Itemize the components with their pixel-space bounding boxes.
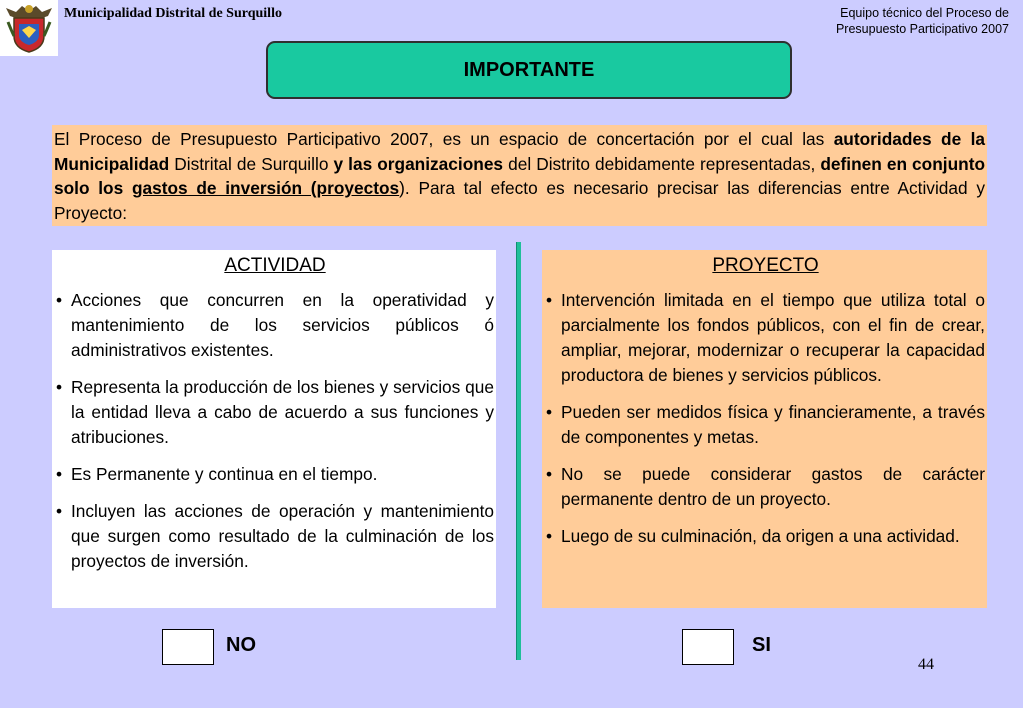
- intro-bold-2: y las organizaciones: [333, 153, 504, 174]
- actividad-answer-label: NO: [226, 634, 256, 656]
- intro-text-4: ).: [399, 178, 410, 198]
- organization-name: Municipalidad Distrital de Surquillo: [64, 6, 282, 21]
- proyecto-panel: [542, 250, 987, 608]
- team-caption: [836, 5, 1009, 37]
- list-item: • Luego de su culminación, da origen a una actividad.: [546, 524, 985, 549]
- coat-of-arms-icon: [4, 2, 54, 54]
- proyecto-answer-box[interactable]: [682, 629, 734, 665]
- page-number: 44: [918, 656, 934, 673]
- actividad-answer-box[interactable]: [162, 629, 214, 665]
- intro-bold-underlined: gastos de inversión (proyectos: [131, 178, 400, 198]
- actividad-list: [56, 288, 494, 574]
- list-item: • Incluyen las acciones de operación y mantenimiento que surgen como resultado de la culminación de los proyectos de inversión.: [56, 499, 494, 574]
- list-item: • Acciones que concurren en la operatividad y mantenimiento de los servicios públicos ó administrativos existentes.: [56, 288, 494, 363]
- proyecto-heading: PROYECTO: [712, 255, 819, 276]
- intro-text-5: Para tal efecto es necesario precisar las diferencias entre Actividad y Proyecto:: [54, 178, 985, 223]
- actividad-panel: [52, 250, 496, 608]
- intro-text-1: El Proceso de Presupuesto Participativo 2007, es un espacio de concertación por el cual las: [54, 129, 834, 149]
- intro-bold-3: definen en conjunto solo los: [54, 153, 986, 198]
- municipal-logo: [0, 0, 58, 56]
- vertical-divider: [516, 242, 521, 660]
- list-item: • Intervención limitada en el tiempo que utiliza total o parcialmente los fondos públicos, con el fin de crear, ampliar, mejorar, modernizar o recuperar la capacidad productora de bienes y servicios públicos.: [546, 288, 985, 388]
- proyecto-list: [546, 288, 985, 549]
- intro-bold-1: autoridades de la Municipalidad: [54, 129, 985, 174]
- team-line-2: Presupuesto Participativo 2007: [835, 22, 1009, 36]
- intro-text-3: del Distrito debidamente representadas,: [503, 153, 821, 174]
- actividad-heading: ACTIVIDAD: [224, 255, 326, 276]
- list-item: • Representa la producción de los bienes y servicios que la entidad lleva a cabo de acuerdo a sus funciones y atribuciones.: [56, 375, 494, 450]
- proyecto-answer-label: SI: [752, 634, 771, 656]
- list-item: • Pueden ser medidos física y financieramente, a través de componentes y metas.: [546, 400, 985, 450]
- team-line-1: Equipo técnico del Proceso de: [840, 6, 1009, 20]
- slide-title: IMPORTANTE: [266, 41, 792, 99]
- list-item: • No se puede considerar gastos de carácter permanente dentro de un proyecto.: [546, 462, 985, 512]
- list-item: • Es Permanente y continua en el tiempo.: [56, 462, 494, 487]
- intro-text-2: Distrital de Surquillo: [169, 153, 334, 174]
- intro-paragraph: [52, 125, 987, 226]
